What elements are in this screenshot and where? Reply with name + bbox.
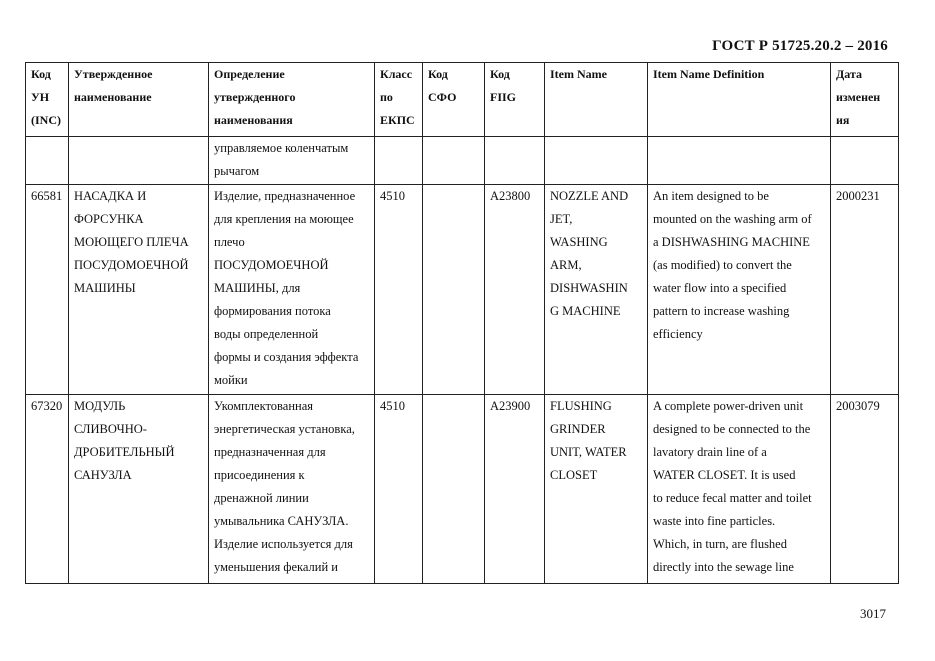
cell-text-line: дренажной линии bbox=[214, 491, 309, 505]
cell-text-line: lavatory drain line of a bbox=[653, 445, 767, 459]
cell-text-line: Укомплектованная bbox=[214, 399, 314, 413]
cell-text-line: МОДУЛЬ bbox=[74, 399, 126, 413]
cell-text-line: (INC) bbox=[31, 113, 61, 127]
cell-item-definition bbox=[648, 137, 831, 185]
cell-text-line: мойки bbox=[214, 373, 248, 387]
cell-date: 2000231 bbox=[831, 185, 899, 395]
cell-text-line: плечо bbox=[214, 235, 245, 249]
cell-inc bbox=[26, 137, 69, 185]
cell-inc: 67320 bbox=[26, 395, 69, 584]
cell-text-line: directly into the sewage line bbox=[653, 560, 794, 574]
cell-name bbox=[69, 185, 209, 395]
cell-text-line: designed to be connected to the bbox=[653, 422, 811, 436]
cell-text-line: to reduce fecal matter and toilet bbox=[653, 491, 812, 505]
cell-text-line: FLUSHING bbox=[550, 399, 612, 413]
header-approved-name bbox=[69, 63, 209, 137]
cell-text-line: присоединения к bbox=[214, 468, 305, 482]
cell-text-line: ия bbox=[836, 113, 850, 127]
cell-name bbox=[69, 395, 209, 584]
cell-text-line: pattern to increase washing bbox=[653, 304, 790, 318]
cell-text-line: Утвержденное bbox=[74, 67, 153, 81]
cell-text-line: GRINDER bbox=[550, 422, 606, 436]
cell-text-line: формирования потока bbox=[214, 304, 331, 318]
cell-item-name bbox=[545, 395, 648, 584]
cell-text-line: МАШИНЫ, для bbox=[214, 281, 301, 295]
cell-text-line: СФО bbox=[428, 90, 457, 104]
cell-fiig: A23900 bbox=[485, 395, 545, 584]
cell-text-line: СЛИВОЧНО- bbox=[74, 422, 147, 436]
standard-designation: ГОСТ Р 51725.20.2 – 2016 bbox=[712, 38, 888, 54]
cell-definition bbox=[209, 395, 375, 584]
cell-text-line: умывальника САНУЗЛА. bbox=[214, 514, 349, 528]
cell-text-line: утвержденного bbox=[214, 90, 296, 104]
cell-sfo bbox=[423, 137, 485, 185]
cell-item-definition bbox=[648, 185, 831, 395]
cell-text-line: Which, in turn, are flushed bbox=[653, 537, 787, 551]
cell-text-line: САНУЗЛА bbox=[74, 468, 132, 482]
cell-sfo bbox=[423, 185, 485, 395]
table-row bbox=[26, 137, 899, 185]
cell-item-name bbox=[545, 137, 648, 185]
cell-text-line: формы и создания эффекта bbox=[214, 350, 359, 364]
cell-text-line: для крепления на моющее bbox=[214, 212, 354, 226]
cell-sfo bbox=[423, 395, 485, 584]
header-item-name-definition bbox=[648, 63, 831, 137]
catalog-table bbox=[25, 62, 899, 584]
cell-text-line: G MACHINE bbox=[550, 304, 621, 318]
cell-text-line: water flow into a specified bbox=[653, 281, 787, 295]
cell-date bbox=[831, 137, 899, 185]
cell-text-line: WATER CLOSET. It is used bbox=[653, 468, 796, 482]
cell-definition bbox=[209, 185, 375, 395]
cell-inc: 66581 bbox=[26, 185, 69, 395]
cell-text-line: Дата bbox=[836, 67, 862, 81]
cell-text-line: уменьшения фекалий и bbox=[214, 560, 338, 574]
cell-text-line: рычагом bbox=[214, 164, 260, 178]
cell-definition bbox=[209, 137, 375, 185]
cell-item-name bbox=[545, 185, 648, 395]
cell-text-line: An item designed to be bbox=[653, 189, 769, 203]
cell-text-line: ЕКПС bbox=[380, 113, 415, 127]
cell-text-line: Код bbox=[31, 67, 51, 81]
header-change-date bbox=[831, 63, 899, 137]
cell-fiig: A23800 bbox=[485, 185, 545, 395]
header-fiig-code bbox=[485, 63, 545, 137]
header-sfo-code bbox=[423, 63, 485, 137]
cell-text-line: DISHWASHIN bbox=[550, 281, 628, 295]
header-inc bbox=[26, 63, 69, 137]
cell-text-line: a DISHWASHING MACHINE bbox=[653, 235, 810, 249]
table-row bbox=[26, 185, 899, 395]
cell-text-line: UNIT, WATER bbox=[550, 445, 627, 459]
cell-text-line: ПОСУДОМОЕЧНОЙ bbox=[214, 258, 329, 272]
cell-text-line: ДРОБИТЕЛЬНЫЙ bbox=[74, 445, 175, 459]
header-name-definition bbox=[209, 63, 375, 137]
cell-text-line: воды определенной bbox=[214, 327, 319, 341]
cell-text-line: waste into fine particles. bbox=[653, 514, 776, 528]
table-row bbox=[26, 395, 899, 584]
cell-text-line: Item Name bbox=[550, 67, 607, 81]
cell-text-line: НАСАДКА И bbox=[74, 189, 147, 203]
cell-ekps bbox=[375, 137, 423, 185]
cell-text-line: CLOSET bbox=[550, 468, 598, 482]
table-header-row bbox=[26, 63, 899, 137]
cell-text-line: Изделие используется для bbox=[214, 537, 353, 551]
cell-text-line: управляемое коленчатым bbox=[214, 141, 349, 155]
cell-text-line: Item Name Definition bbox=[653, 67, 765, 81]
cell-text-line: efficiency bbox=[653, 327, 703, 341]
cell-ekps: 4510 bbox=[375, 185, 423, 395]
page-number: 3017 bbox=[860, 606, 886, 621]
cell-text-line: NOZZLE AND bbox=[550, 189, 629, 203]
cell-text-line: энергетическая установка, bbox=[214, 422, 355, 436]
cell-text-line: (as modified) to convert the bbox=[653, 258, 792, 272]
cell-text-line: Определение bbox=[214, 67, 285, 81]
cell-text-line: Код bbox=[490, 67, 510, 81]
cell-fiig bbox=[485, 137, 545, 185]
cell-text-line: изменен bbox=[836, 90, 881, 104]
cell-name bbox=[69, 137, 209, 185]
cell-text-line: МОЮЩЕГО ПЛЕЧА bbox=[74, 235, 189, 249]
cell-text-line: МАШИНЫ bbox=[74, 281, 136, 295]
cell-text-line: наименования bbox=[214, 113, 293, 127]
header-ekps-class bbox=[375, 63, 423, 137]
cell-text-line: Изделие, предназначенное bbox=[214, 189, 356, 203]
cell-text-line: WASHING bbox=[550, 235, 608, 249]
cell-date: 2003079 bbox=[831, 395, 899, 584]
cell-text-line: наименование bbox=[74, 90, 152, 104]
cell-text-line: A complete power-driven unit bbox=[653, 399, 804, 413]
cell-text-line: предназначенная для bbox=[214, 445, 326, 459]
cell-ekps: 4510 bbox=[375, 395, 423, 584]
cell-text-line: ARM, bbox=[550, 258, 582, 272]
cell-text-line: Код bbox=[428, 67, 448, 81]
cell-text-line: mounted on the washing arm of bbox=[653, 212, 812, 226]
cell-text-line: JET, bbox=[550, 212, 573, 226]
cell-text-line: ПОСУДОМОЕЧНОЙ bbox=[74, 258, 189, 272]
cell-text-line: Класс bbox=[380, 67, 413, 81]
cell-text-line: ФОРСУНКА bbox=[74, 212, 144, 226]
cell-text-line: FIIG bbox=[490, 90, 517, 104]
cell-item-definition bbox=[648, 395, 831, 584]
cell-text-line: по bbox=[380, 90, 393, 104]
cell-text-line: УН bbox=[31, 90, 50, 104]
header-item-name bbox=[545, 63, 648, 137]
